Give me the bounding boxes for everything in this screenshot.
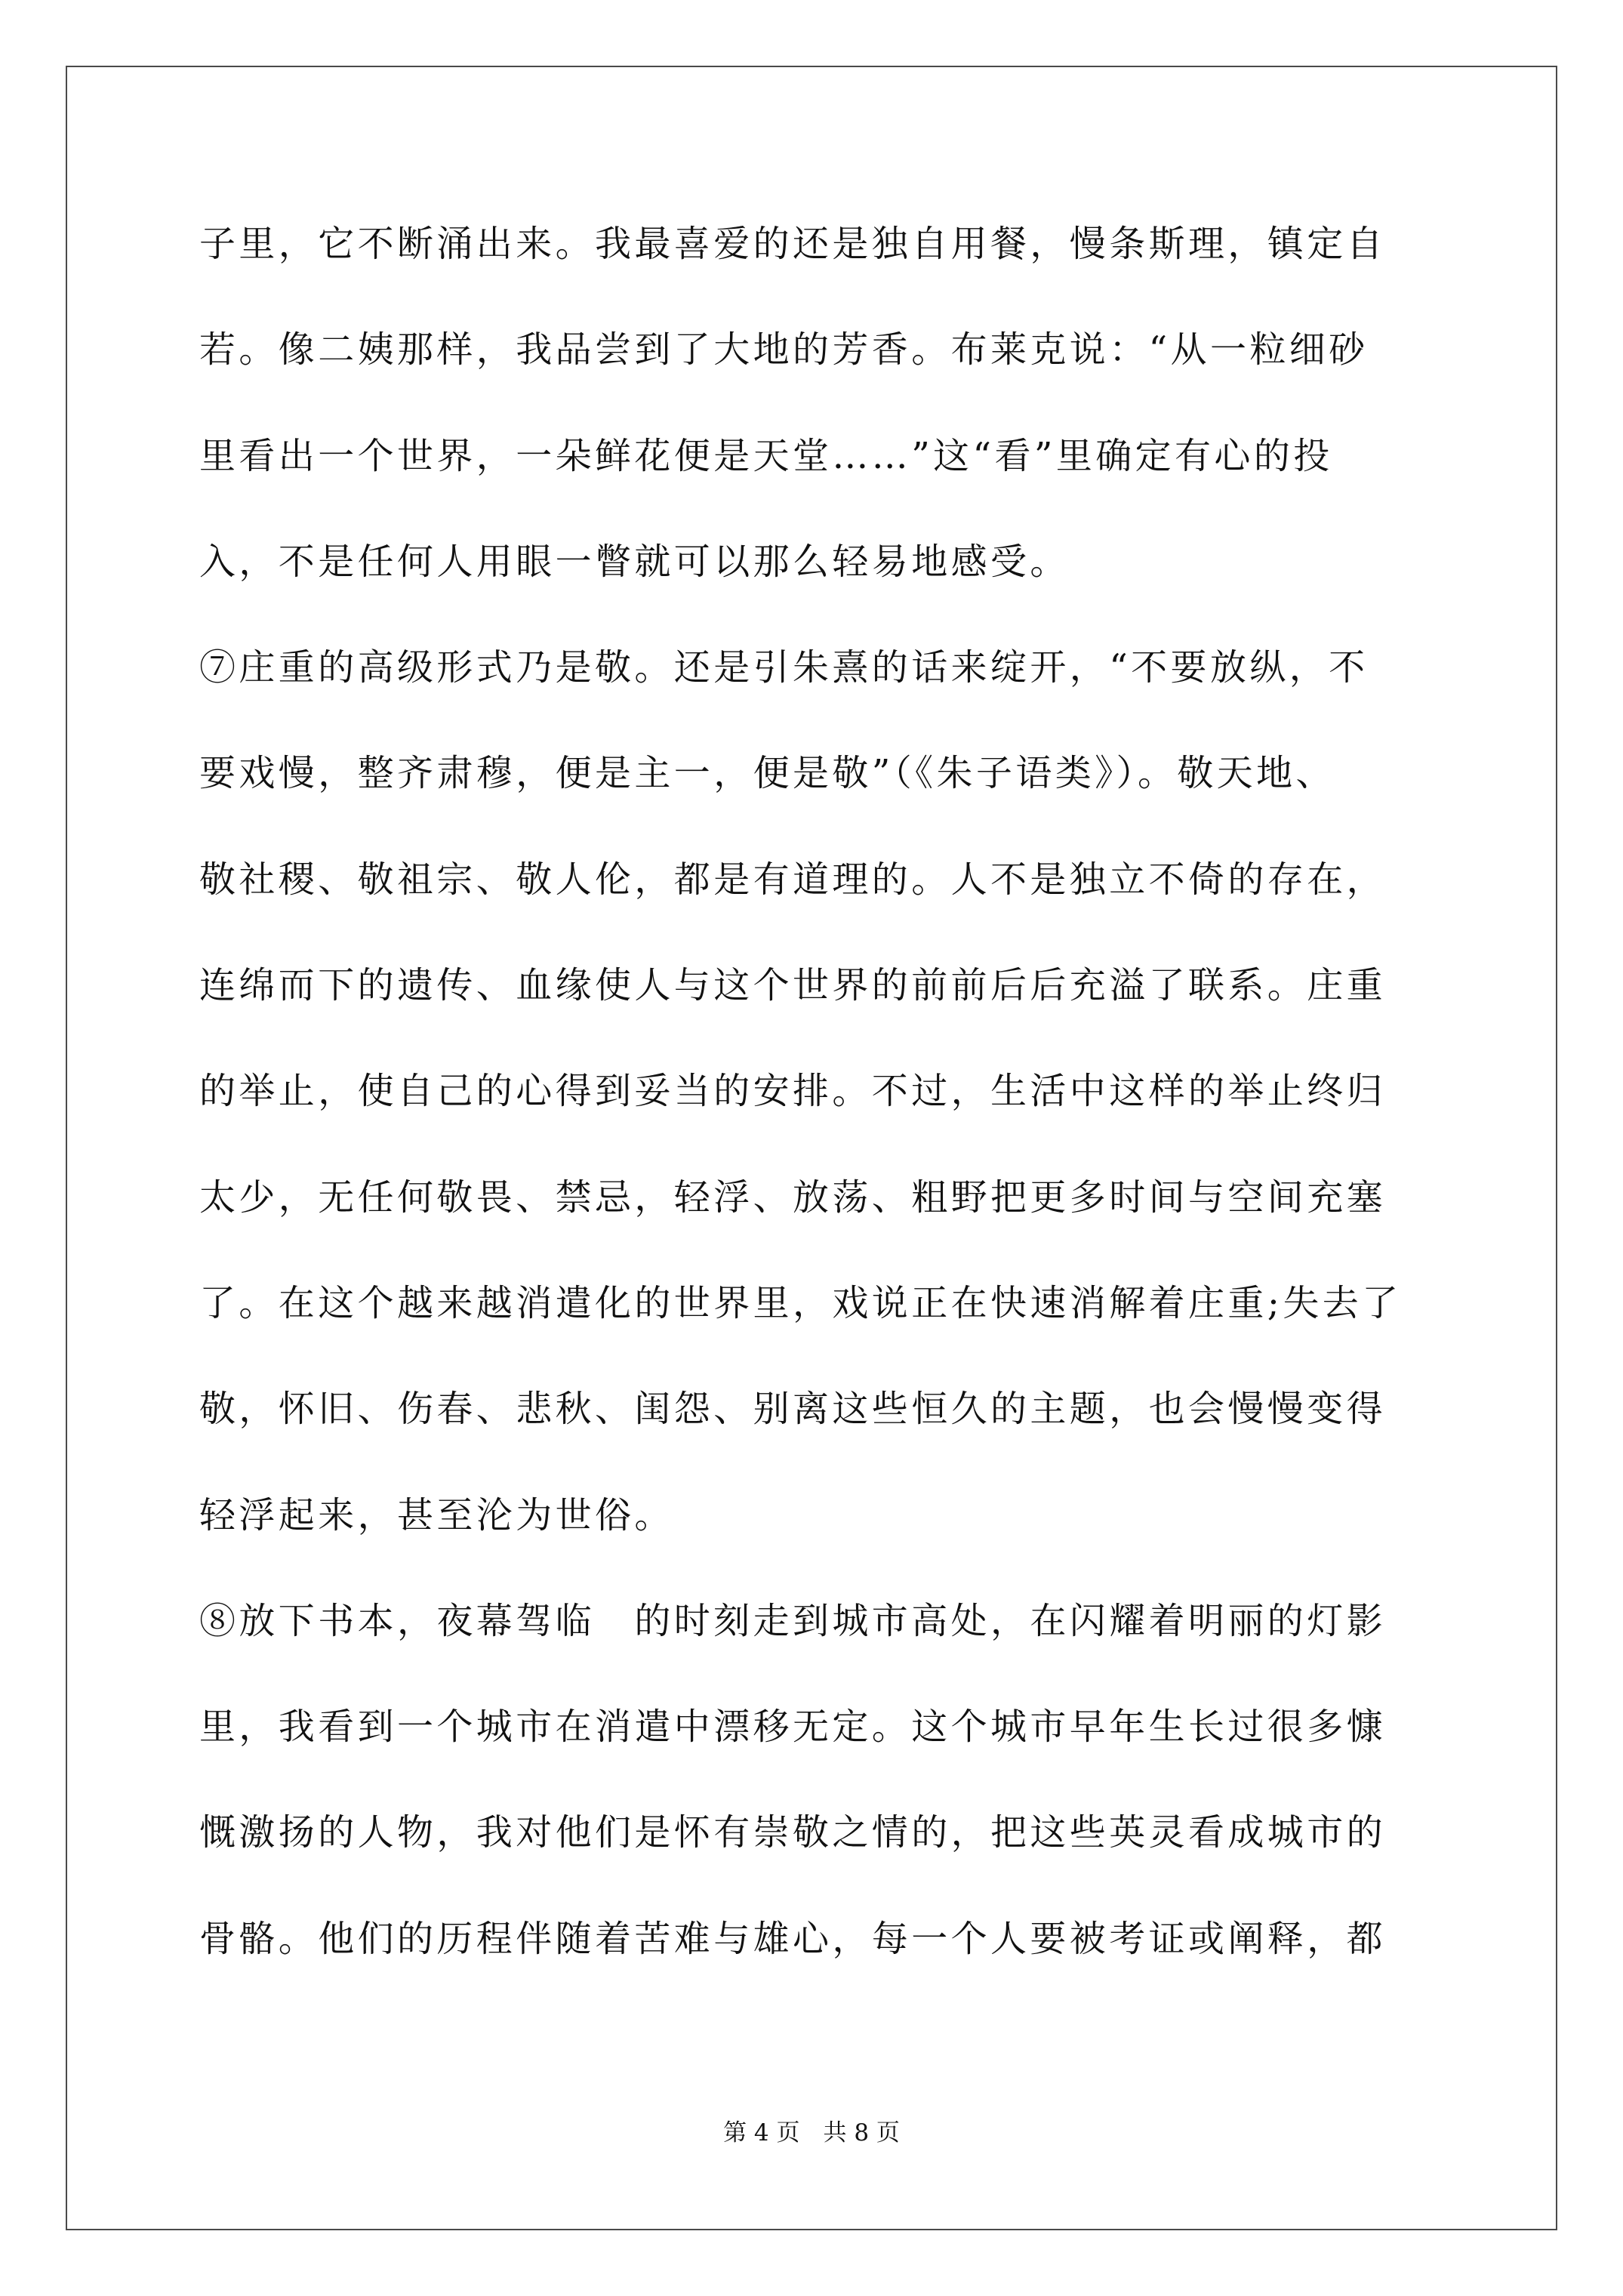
text-line: ⑦庄重的高级形式乃是敬。还是引朱熹的话来绽开，“不要放纵，不	[199, 646, 1369, 689]
text-line: 的举止，使自己的心得到妥当的安排。不过，生活中这样的举止终归	[199, 1070, 1387, 1113]
text-line: 子里，它不断涌出来。我最喜爱的还是独自用餐，慢条斯理，镇定自	[199, 223, 1387, 265]
text-line: 敬社稷、敬祖宗、敬人伦，都是有道理的。人不是独立不倚的存在，	[199, 858, 1387, 901]
text-line: 连绵而下的遗传、血缘使人与这个世界的前前后后充溢了联系。庄重	[199, 964, 1387, 1007]
body-text	[199, 223, 1437, 2023]
text-line: ⑧放下书本，夜幕驾临 的时刻走到城市高处，在闪耀着明丽的灯影	[199, 1599, 1387, 1642]
text-line: 慨激扬的人物，我对他们是怀有崇敬之情的，把这些英灵看成城市的	[199, 1811, 1387, 1854]
page-number-footer: 第 4 页 共 8 页	[723, 2119, 900, 2147]
text-line: 里，我看到一个城市在消遣中漂移无定。这个城市早年生长过很多慷	[199, 1706, 1387, 1749]
text-line: 敬，怀旧、伤春、悲秋、闺怨、别离这些恒久的主题，也会慢慢变得	[199, 1388, 1387, 1431]
text-line: 要戏慢，整齐肃穆，便是主一，便是敬”（《朱子语类》）。敬天地、	[199, 752, 1335, 795]
text-line: 轻浮起来，甚至沦为世俗。	[199, 1493, 674, 1536]
text-line: 太少，无任何敬畏、禁忌，轻浮、放荡、粗野把更多时间与空间充塞	[199, 1176, 1387, 1219]
text-line: 若。像二姨那样，我品尝到了大地的芳香。布莱克说：“从一粒细砂	[199, 328, 1369, 371]
text-line: 入，不是任何人用眼一瞥就可以那么轻易地感受。	[199, 540, 1070, 583]
text-line: 骨骼。他们的历程伴随着苦难与雄心，每一个人要被考证或阐释，都	[199, 1917, 1387, 1960]
text-line: 了。在这个越来越消遣化的世界里，戏说正在快速消解着庄重;失去了	[199, 1281, 1402, 1324]
text-line: 里看出一个世界，一朵鲜花便是天堂……”这“看”里确定有心的投	[199, 434, 1333, 477]
